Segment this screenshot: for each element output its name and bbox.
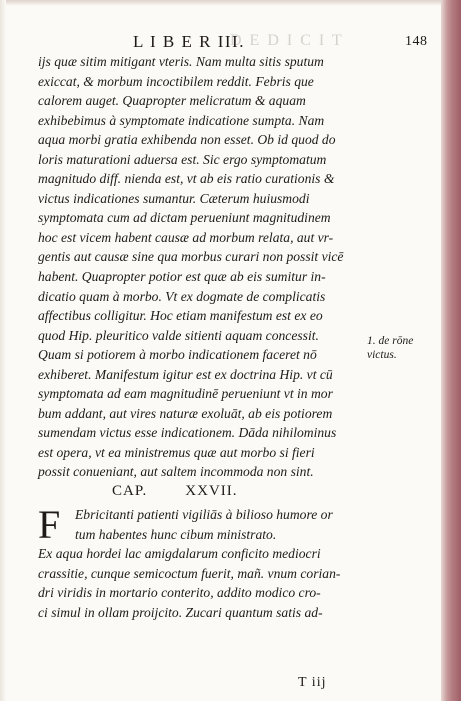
text-line: quod Hip. pleuritico valde sitienti aquam concessit. [38,327,319,343]
page-left-shadow [0,0,6,701]
text-line: loris maturationi aduersa est. Sic ergo symptomatum [38,151,327,167]
text-line: bum addant, aut vires naturæ exoluāt, ab eis potiorem [38,405,333,421]
running-title: L I B E R III. [133,32,245,51]
chapter-label: CAP. [112,483,148,499]
text-line: gentis aut causæ sine qua morbus curari non possit vicē [38,249,344,265]
text-line: exhibebimus à symptomate indicatione sumpta. Nam [38,112,325,128]
text-line: Ex aqua hordei lac amigdalarum conficito mediocri [38,546,321,562]
text-line: ijs quæ sitim mitigant vteris. Nam multa sitis sputum [38,54,324,69]
text-line: est opera, vt ea ministremus quæ aut morbo si fieri [38,444,315,460]
text-line: affectibus colligitur. Hoc etiam manifestum est ex eo [38,308,323,324]
text-line: dri viridis in mortario conterito, addito modico cro- [38,585,321,601]
text-line: habent. Quapropter potior est quæ ab eis sumitur in- [38,269,326,285]
signature-mark: T iij [298,675,327,690]
text-line: magnitudo diff. nienda est, vt ab eis ratio curationis & [38,171,335,187]
marginal-note-line: 1. de rōne [367,335,414,347]
text-line: ci simul in ollam proijcito. Zucari quantum satis ad- [38,604,323,620]
text-line: possit conueniant, aut saltem incommoda non sint. [38,464,314,480]
text-line: exiccat, & morbum incoctibilem reddit. Febris que [38,73,314,89]
stained-page-edge [441,0,461,701]
chapter-text-block [38,502,368,622]
text-line: Ebricitanti patienti vigiliās à bilioso humore or [75,507,333,522]
text-line: exhiberet. Manifestum igitur est ex doctrina Hip. vt cū [38,366,333,382]
text-line: crassitie, cunque semicoctum fuerit, mañ. vnum corian- [38,565,341,581]
chapter-heading [112,483,238,500]
page-top-shadow [0,0,461,6]
main-text-block [38,52,363,482]
text-line: calorem auget. Quapropter melicratum & aquam [38,93,306,109]
running-header [0,30,442,50]
drop-cap-initial: F [38,502,61,547]
text-line: symptomata ad eam magnitudinē perueniunt vt in mor [38,386,333,402]
chapter-number: XXVII. [185,483,238,499]
marginal-note-line: victus. [367,349,397,361]
bleed-through-text: D E D I C I T [230,32,344,49]
text-line: sumendam victus esse indicationem. Dāda nihilominus [38,425,337,441]
page-number: 148 [405,34,428,49]
text-line: dicatio quam à morbo. Vt ex dogmate de complicatis [38,288,326,304]
text-line: tum habentes hunc cibum ministrato. [75,526,277,542]
marginal-note [367,334,437,362]
text-line: Quam si potiorem à morbo indicationem faceret nō [38,347,317,363]
text-line: symptomata cum ad dictam perueniunt magnitudinem [38,210,331,226]
text-line: victus indicationes sumantur. Cæterum huiusmodi [38,190,310,206]
text-line: hoc est vicem habent causæ ad morbum relata, aut vr- [38,229,334,245]
text-line: aqua morbi gratia exhibenda non esset. Ob id quod do [38,132,336,148]
